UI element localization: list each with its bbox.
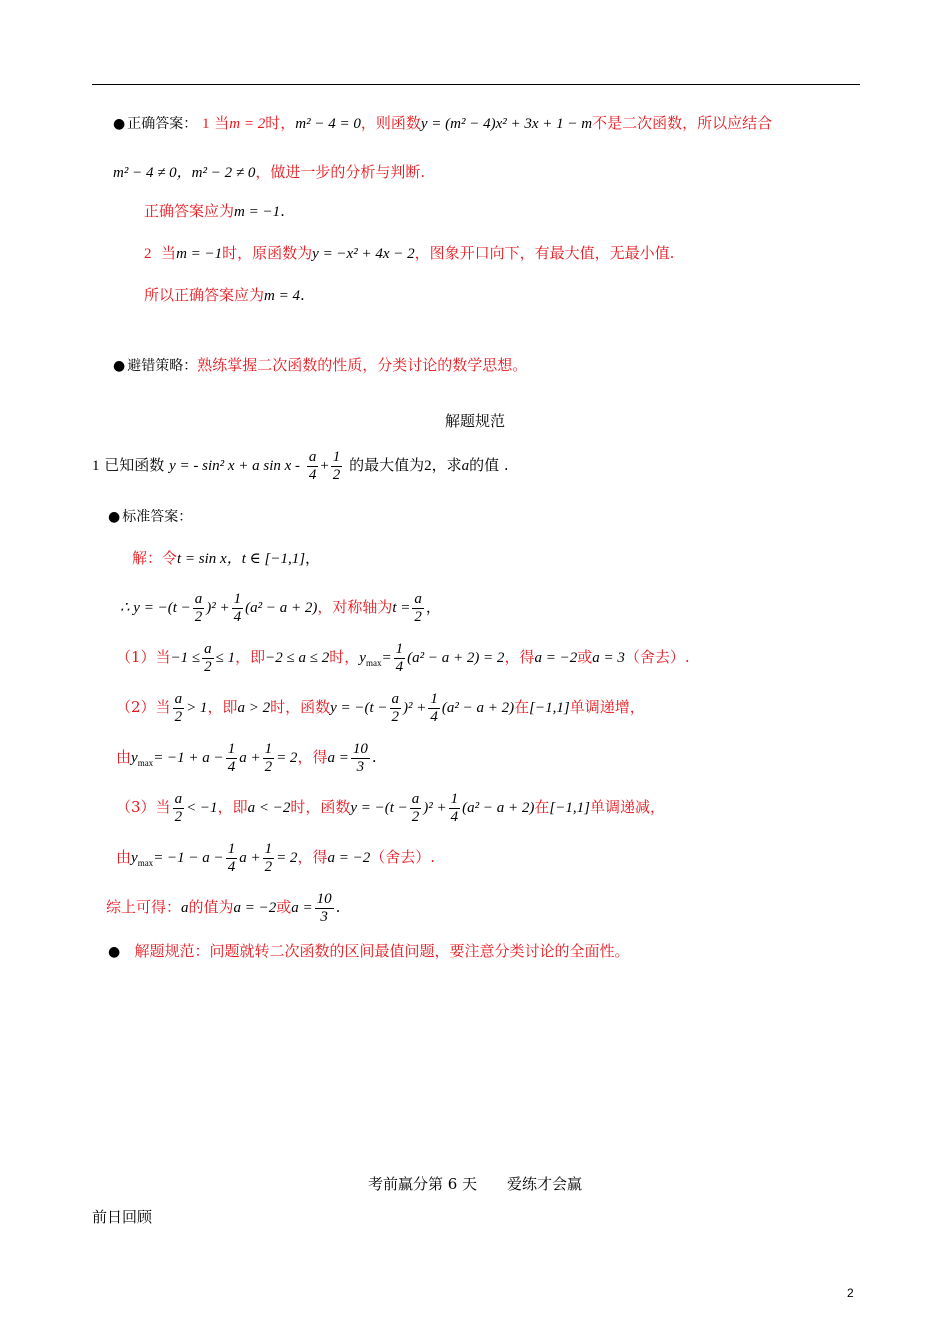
- solution-line-1: 解：令t = sin x，t ∈ [−1,1]，: [132, 549, 321, 567]
- standard-answer-label: ● 标准答案：: [108, 509, 192, 525]
- bullet-icon: ●: [108, 944, 121, 960]
- standard-answer-header: [108, 505, 192, 528]
- review-heading: 前日回顾: [92, 1208, 153, 1226]
- solution-line-2: ∴ y = −(t − $\frac{a}{2}$ )² + $\frac{1}{4}$ (a² − a + 2)，对称轴为t = $\frac{a}{2}$ ，: [120, 590, 441, 625]
- case-1-line: （1）当−1 ≤ $\frac{a}{2}$ ≤ 1，即−2 ≤ a ≤ 2时，$y_{max}=$ $\frac{1}{4}$ (a² − a + 2) = 2，得a = −2或a = 3（舍去）.: [116, 640, 690, 675]
- norm-line: ● 解题规范：问题就转二次函数的区间最值问题，要注意分类讨论的全面性。: [108, 942, 630, 960]
- header-rule: [92, 84, 860, 85]
- case-3-line: （3）当 $\frac{a}{2}$ < −1，即a < −2时，函数y = −(t − $\frac{a}{2}$ )² + $\frac{1}{4}$ (a² − a + 2)在[−1,1]单调递减，: [116, 790, 665, 825]
- correct-answer-line-2: m² − 4 ≠ 0，m² − 2 ≠ 0，做进一步的分析与判断.: [113, 163, 426, 181]
- page-number: 2: [847, 1286, 854, 1300]
- case-2-result-line: 由$y_{max}= -1 + a$ − $\frac{1}{4}$ a + $\frac{1}{2}$ = 2，得a = $\frac{10}{3}$ .: [116, 740, 377, 775]
- correct-answer-line-4: 2 当m = −1时，原函数为y = −x² + 4x − 2，图象开口向下，有最大值，无最小值.: [144, 244, 675, 262]
- strategy-label: ● 避错策略：: [113, 358, 197, 374]
- correct-answer-line-1: ● 正确答案： 1 当m = 2时，m² − 4 = 0，则函数y = (m² − 4)x² + 3x + 1 − m不是二次函数，所以应结合: [113, 112, 772, 135]
- strategy-line: ● 避错策略：熟练掌握二次函数的性质，分类讨论的数学思想。: [113, 354, 527, 377]
- correct-answer-line-5: 所以正确答案应为m = 4.: [144, 286, 305, 304]
- problem-line: 1 已知函数 y = - sin² x + a sin x - $\frac{a}{4}$ + $\frac{1}{2}$ 的最大值为2，求a的值 .: [92, 448, 509, 483]
- fraction: $\frac{1}{2}$: [332, 448, 341, 483]
- fraction: $\frac{a}{4}$: [308, 448, 317, 483]
- norm-label: 解题规范：: [134, 942, 210, 960]
- case-2-line: （2）当 $\frac{a}{2}$ > 1，即a > 2时，函数y = −(t − $\frac{a}{2}$ )² + $\frac{1}{4}$ (a² − a + 2)在[−1,1]单调递增，: [116, 690, 645, 725]
- section-title: 解题规范: [444, 412, 505, 430]
- summary-line: 综上可得：a的值为a = −2或a = $\frac{10}{3}$ .: [106, 890, 341, 925]
- correct-answer-label: ● 正确答案：: [113, 116, 197, 132]
- footer-title: 考前赢分第 6 天 爱练才会赢: [367, 1175, 583, 1193]
- case-3-result-line: 由$y_{max}= -1 - a$ − $\frac{1}{4}$ a + $\frac{1}{2}$ = 2，得a = −2（舍去）.: [116, 840, 435, 875]
- correct-answer-line-3: 正确答案应为m = −1.: [144, 202, 285, 220]
